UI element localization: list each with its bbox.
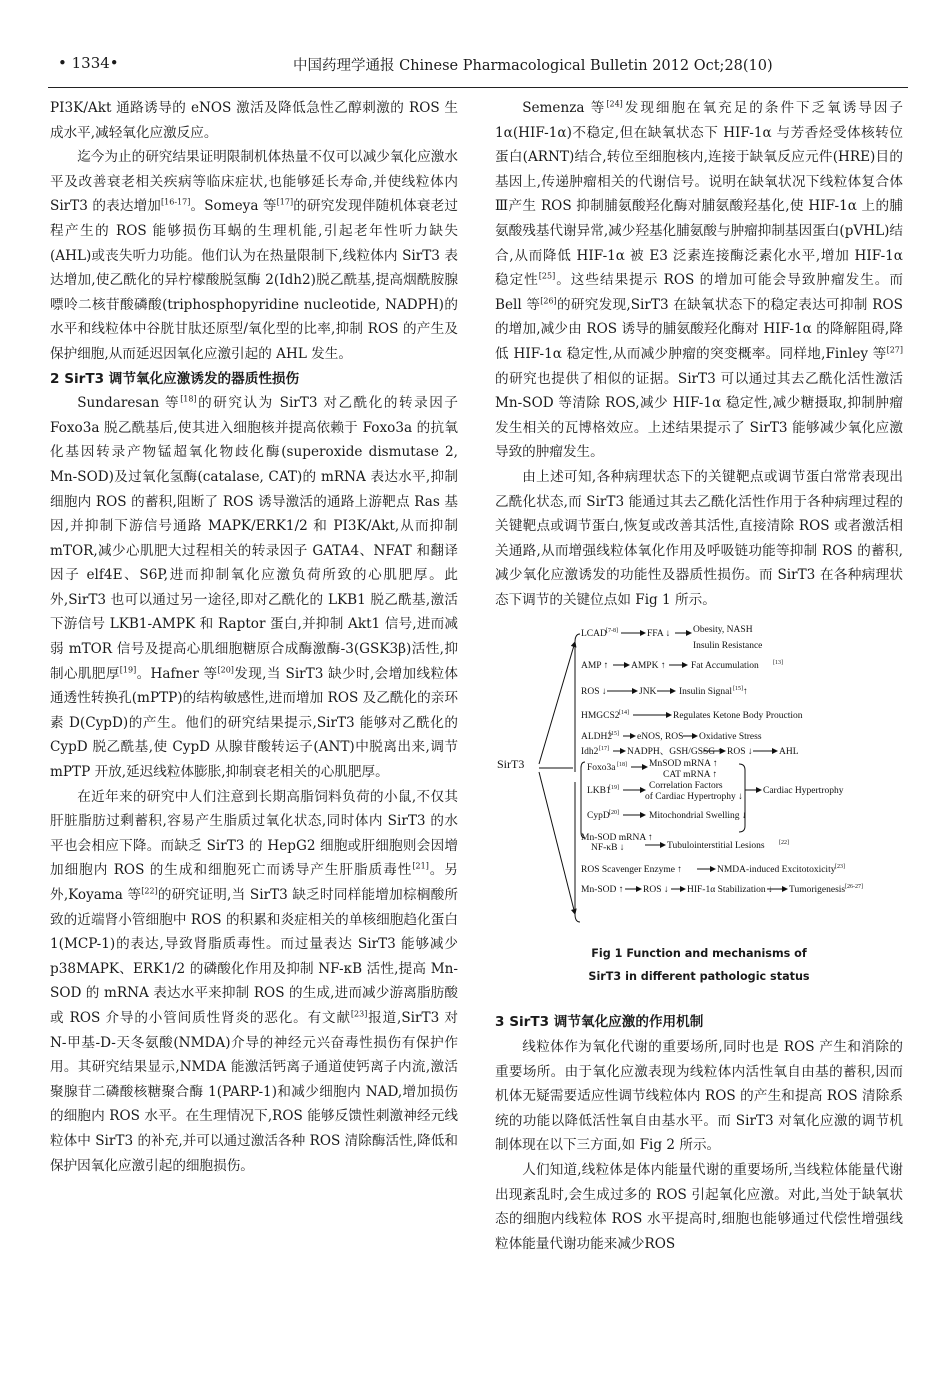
right-column <box>495 96 903 1256</box>
outcome-label: NMDA-induced Excitotoxicity <box>717 865 836 876</box>
citation: [22] <box>779 840 789 847</box>
citation: [20] <box>609 810 619 817</box>
outcome-label: Insulin Signal <box>679 687 733 698</box>
paragraph: PI3K/Akt 通路诱导的 eNOS 激活及降低急性乙醇刺激的 ROS 生成水平,减轻氧化应激反应。 <box>50 100 458 141</box>
paragraph: 在近年来的研究中人们注意到长期高脂饲料负荷的小鼠,不仅其肝脏脂肪过剩蓄积,容易产生脂质过氧化状态,同时体内 SirT3 的水平也会相应下降。而缺乏 SirT3 的 HepG2 细胞或肝细胞则会因增加细胞内 ROS 的生成和细胞死亡而诱导产生肝脂质毒性[21]。另外,Koyama 等[22]的研究证明,当 SirT3 缺乏时同样能增加棕榈酸所致的近端肾小管细胞中 ROS 的积累和炎症相关的单核细胞趋化蛋白 1(MCP-1)的表达,导致肾脂质毒性。而过量表达 SirT3 能够减少 p38MAPK、ERK1/2 的磷酸化作用及抑制 NF-κB 活性,提高 Mn-SOD 的 mRNA 表达水平来抑制 ROS 的生成,进而减少游离脂肪酸或 ROS 介导的小管间质性肾炎的恶化。有文献[23]报道,SirT3 对 N-甲基-D-天冬氨酸(NMDA)介导的神经元兴奋毒性损伤有保护作用。其研究结果显示,NMDA 能激活钙离子通道使钙离子内流,激活聚腺苷二磷酸核糖聚合酶 1(PARP-1)和减少细胞内 NAD,增加损伤的细胞内 ROS 水平。在生理情况下,ROS 能够反馈性刺激神经元线粒体中 SirT3 的补充,并可以通过激活各种 ROS 清除酶活性,降低和保护因氧化应激引起的细胞损伤。 <box>50 788 458 1174</box>
citation: [25] <box>538 271 556 281</box>
factor-label: CAT mRNA ↑ <box>663 770 718 781</box>
citation: [17] <box>276 197 294 207</box>
bracket-top <box>575 634 580 772</box>
citation: [13] <box>773 660 783 667</box>
factor-label: ALDH2 <box>581 732 613 743</box>
outcome-label: HIF-1α Stabilization ↓ <box>687 885 773 896</box>
outcome-label: Regulates Ketone Body Prouction <box>673 711 803 722</box>
outcome-label: Fat Accumulation <box>691 661 759 672</box>
factor-label: LKB1 <box>587 786 611 797</box>
left-column <box>50 96 458 1178</box>
paragraph: 迄今为止的研究结果证明限制机体热量不仅可以减少氧化应激水平及改善衰老相关疾病等临床症状,也能够延长寿命,并使线粒体内 SirT3 的表达增加[16-17]。Someya 等[17]的研究发现伴随机体衰老过程产生的 ROS 能够损伤耳蜗的生理机能,引起老年性听力缺失(AHL)或丧失听力功能。他们认为在热量限制下,线粒体内 SirT3 表达增加,使乙酰化的异柠檬酸脱氢酶 2(Idh2)脱乙酰基,提高烟酰胺腺嘌呤二核苷酸磷酸(triphosphopyridine nucleotide, NADPH)的水平和线粒体中谷胱甘肽还原型/氧化型的比率,抑制 ROS 的产生及保护细胞,从而延迟因氧化应激引起的 AHL 发生。 <box>50 149 458 362</box>
citation: [15] <box>609 731 619 738</box>
citation: [18] <box>180 394 197 404</box>
citation: [7-8] <box>606 628 618 635</box>
citation: [26-27] <box>845 884 863 891</box>
page-number: • 1334• <box>58 54 119 72</box>
citation: [19] <box>609 785 619 792</box>
factor-label: AMPK ↑ <box>631 661 666 672</box>
citation: [26] <box>540 296 557 306</box>
figure-1 <box>495 622 903 942</box>
root-label: SirT3 <box>497 757 525 772</box>
outcome-label: AHL <box>779 747 799 758</box>
outcome-label: Tumorigenesis <box>789 885 846 896</box>
arrow-symbol: ↑ <box>743 687 748 698</box>
paragraph: 线粒体作为氧化代谢的重要场所,同时也是 ROS 产生和消除的重要场所。由于氧化应激表现为线粒体内活性氧自由基的蓄积,因而机体无疑需要适应性调节线粒体内 ROS 的产生和提高 ROS 清除系统的功能以降低活性氧自由基水平。而 SirT3 对氧化应激的调节机制体现在以下三方面,如 Fig 2 所示。 <box>495 1039 903 1154</box>
factor-label: FFA ↓ <box>647 629 671 640</box>
factor-label: Correlation Factors <box>649 781 723 792</box>
figure-caption: Fig 1 Function and mechanisms of SirT3 in different pathologic status <box>588 947 810 984</box>
page-header <box>48 48 908 88</box>
factor-label: CypD <box>587 811 610 822</box>
factor-label: Mitochondrial Swelling ↓ <box>649 811 747 822</box>
citation: [15] <box>733 686 743 693</box>
factor-label: HMGCS2 <box>581 711 620 722</box>
citation: [27] <box>886 345 903 355</box>
paragraph: Semenza 等[24]发现细胞在氧充足的条件下乏氧诱导因子 1α(HIF-1α)不稳定,但在缺氧状态下 HIF-1α 与芳香烃受体核转位蛋白(ARNT)结合,转位至细胞核内,连接于缺氧反应元件(HRE)目的基因上,传递肿瘤相关的代谢信号。说明在缺氧状况下线粒体复合体Ⅲ产生 ROS 抑制脯氨酸羟化酶对脯氨酸羟基化,使 HIF-1α 上的脯氨酸残基代谢异常,减少羟基化脯氨酸与肿瘤抑制基因蛋白(pVHL)结合,从而降低 HIF-1α 被 E3 泛素连接酶泛素化水平,增加 HIF-1α 稳定性[25]。这些结果提示 ROS 的增加可能会导致肿瘤发生。而 Bell 等[26]的研究发现,SirT3 在缺氧状态下的稳定表达可抑制 ROS 的增加,减少由 ROS 诱导的脯氨酸羟化酶对 HIF-1α 的降解阻碍,降低 HIF-1α 稳定性,从而减少肿瘤的突变概率。同样地,Finley 等[27]的研究也提供了相似的证据。SirT3 可以通过其去乙酰化活性激活 Mn-SOD 等清除 ROS,减少 HIF-1α 稳定性,减少糖摄取,抑制肿瘤发生相关的瓦博格效应。上述结果提示了 SirT3 能够减少氧化应激导致的肿瘤发生。 <box>495 99 904 461</box>
paragraph: Sundaresan 等[18]的研究认为 SirT3 对乙酰化的转录因子 Foxo3a 脱乙酰基后,使其进入细胞核并提高依赖于 Foxo3a 的抗氧化基因转录产物锰超氧化物歧化酶(superoxide dismutase 2, Mn-SOD)及过氧化氢酶(catalase, CAT)的 mRNA 表达水平,抑制细胞内 ROS 的蓄积,阻断了 ROS 诱导激活的通路上游靶点 Ras 基因,并抑制下游信号通路 MAPK/ERK1/2 和 PI3K/Akt,从而抑制 mTOR,减少心肌肥大过程相关的转录因子 GATA4、NFAT 和翻译因子 elf4E、S6P,进而抑制氧化应激负荷所致的心肌肥厚。此外,SirT3 也可以通过另一途径,即对乙酰化的 LKB1 脱乙酰基,激活下游信号 LKB1-AMPK 和 Raptor 蛋白,并抑制 Akt1 信号,进而减弱 mTOR 信号及提高心肌细胞糖原合成酶激酶-3(GSK3β)活性,抑制心肌肥厚[19]。Hafner 等[20]发现,当 SirT3 缺少时,会增加线粒体通透性转换孔(mPTP)的结构敏感性,进而增加 ROS 及乙酰化的亲环素 D(CypD)的产生。他们的研究结果提示,SirT3 能够对乙酰化的 CypD 脱乙酰基,使 CypD 从腺苷酸转运子(ANT)中脱离出来,调节 mPTP 开放,延迟线粒体膨胀,抑制衰老相关的心肌肥厚。 <box>50 394 459 781</box>
root-branch-top <box>539 642 575 764</box>
factor-label: NF-κB ↓ <box>591 843 625 854</box>
journal-title: 中国药理学通报 Chinese Pharmacological Bulletin 2012 Oct;28(10) <box>293 58 773 74</box>
cardiac-bracket <box>581 762 585 838</box>
factor-label: of Cardiac Hypertrophy ↓ <box>645 792 743 803</box>
factor-label: ROS ↓ <box>727 747 753 758</box>
factor-label: Foxo3a <box>587 763 616 774</box>
outcome-label: Cardiac Hypertrophy <box>763 786 844 797</box>
factor-label: AMP ↑ <box>581 661 609 672</box>
factor-label: eNOS, ROS <box>637 732 684 743</box>
citation: [22] <box>141 886 158 896</box>
factor-label: Mn-SOD ↑ <box>581 885 624 896</box>
outcome-label: Insulin Resistance <box>693 641 763 652</box>
factor-label: Idh2 <box>581 747 599 758</box>
factor-label: ROS ↓ <box>581 687 607 698</box>
factor-label: ROS Scavenger Enzyme ↑ <box>581 865 683 876</box>
section-heading: 3 SirT3 调节氧化应激的作用机制 <box>495 1014 704 1031</box>
sirt3-diagram <box>495 622 903 942</box>
outcome-label: Obesity, NASH <box>693 625 753 636</box>
citation: [17] <box>599 746 609 753</box>
citation: [16-17] <box>161 197 191 207</box>
factor-label: JNK <box>639 687 657 698</box>
outcome-label: Oxidative Stress <box>699 732 762 743</box>
factor-label: ROS ↓ <box>643 885 669 896</box>
factor-label: LCAD <box>581 629 607 640</box>
root-branch-bottom <box>539 772 575 914</box>
citation: [24] <box>606 99 623 109</box>
citation: [18] <box>617 762 627 769</box>
citation: [14] <box>619 710 629 717</box>
bracket-bottom <box>575 782 580 922</box>
citation: [20] <box>217 665 234 675</box>
factor-label: NADPH、GSH/GSSG ↑ <box>627 747 723 758</box>
factor-label: Mn-SOD mRNA ↑ <box>581 833 653 844</box>
section-heading: 2 SirT3 调节氧化应激诱发的器质性损伤 <box>50 370 300 387</box>
citation: [23] <box>835 864 845 871</box>
outcome-label: Tubulointerstitial Lesions <box>667 841 765 852</box>
paragraph: 由上述可知,各种病理状态下的关键靶点或调节蛋白常常表现出乙酰化状态,而 SirT3 能通过其去乙酰化活性作用于各种病理过程的关键靶点或调节蛋白,恢复或改善其活性,直接清除 ROS 或者激活相关通路,从而增强线粒体氧化作用及呼吸链功能等抑制 ROS 的蓄积,减少氧化应激诱发的功能性及器质性损伤。而 SirT3 在各种病理状态下调节的关键位点如 Fig 1 所示。 <box>495 468 903 608</box>
citation: [23] <box>350 1009 368 1019</box>
citation: [21] <box>412 861 429 871</box>
paragraph: 人们知道,线粒体是体内能量代谢的重要场所,当线粒体能量代谢出现紊乱时,会生成过多的 ROS 引起氧化应激。对此,当处于缺氧状态的细胞内线粒体 ROS 水平提高时,细胞也能够通过代偿性增强线粒体能量代谢功能来减少ROS <box>495 1162 903 1252</box>
citation: [19] <box>119 665 137 675</box>
factor-label: MnSOD mRNA ↑ <box>649 759 718 770</box>
